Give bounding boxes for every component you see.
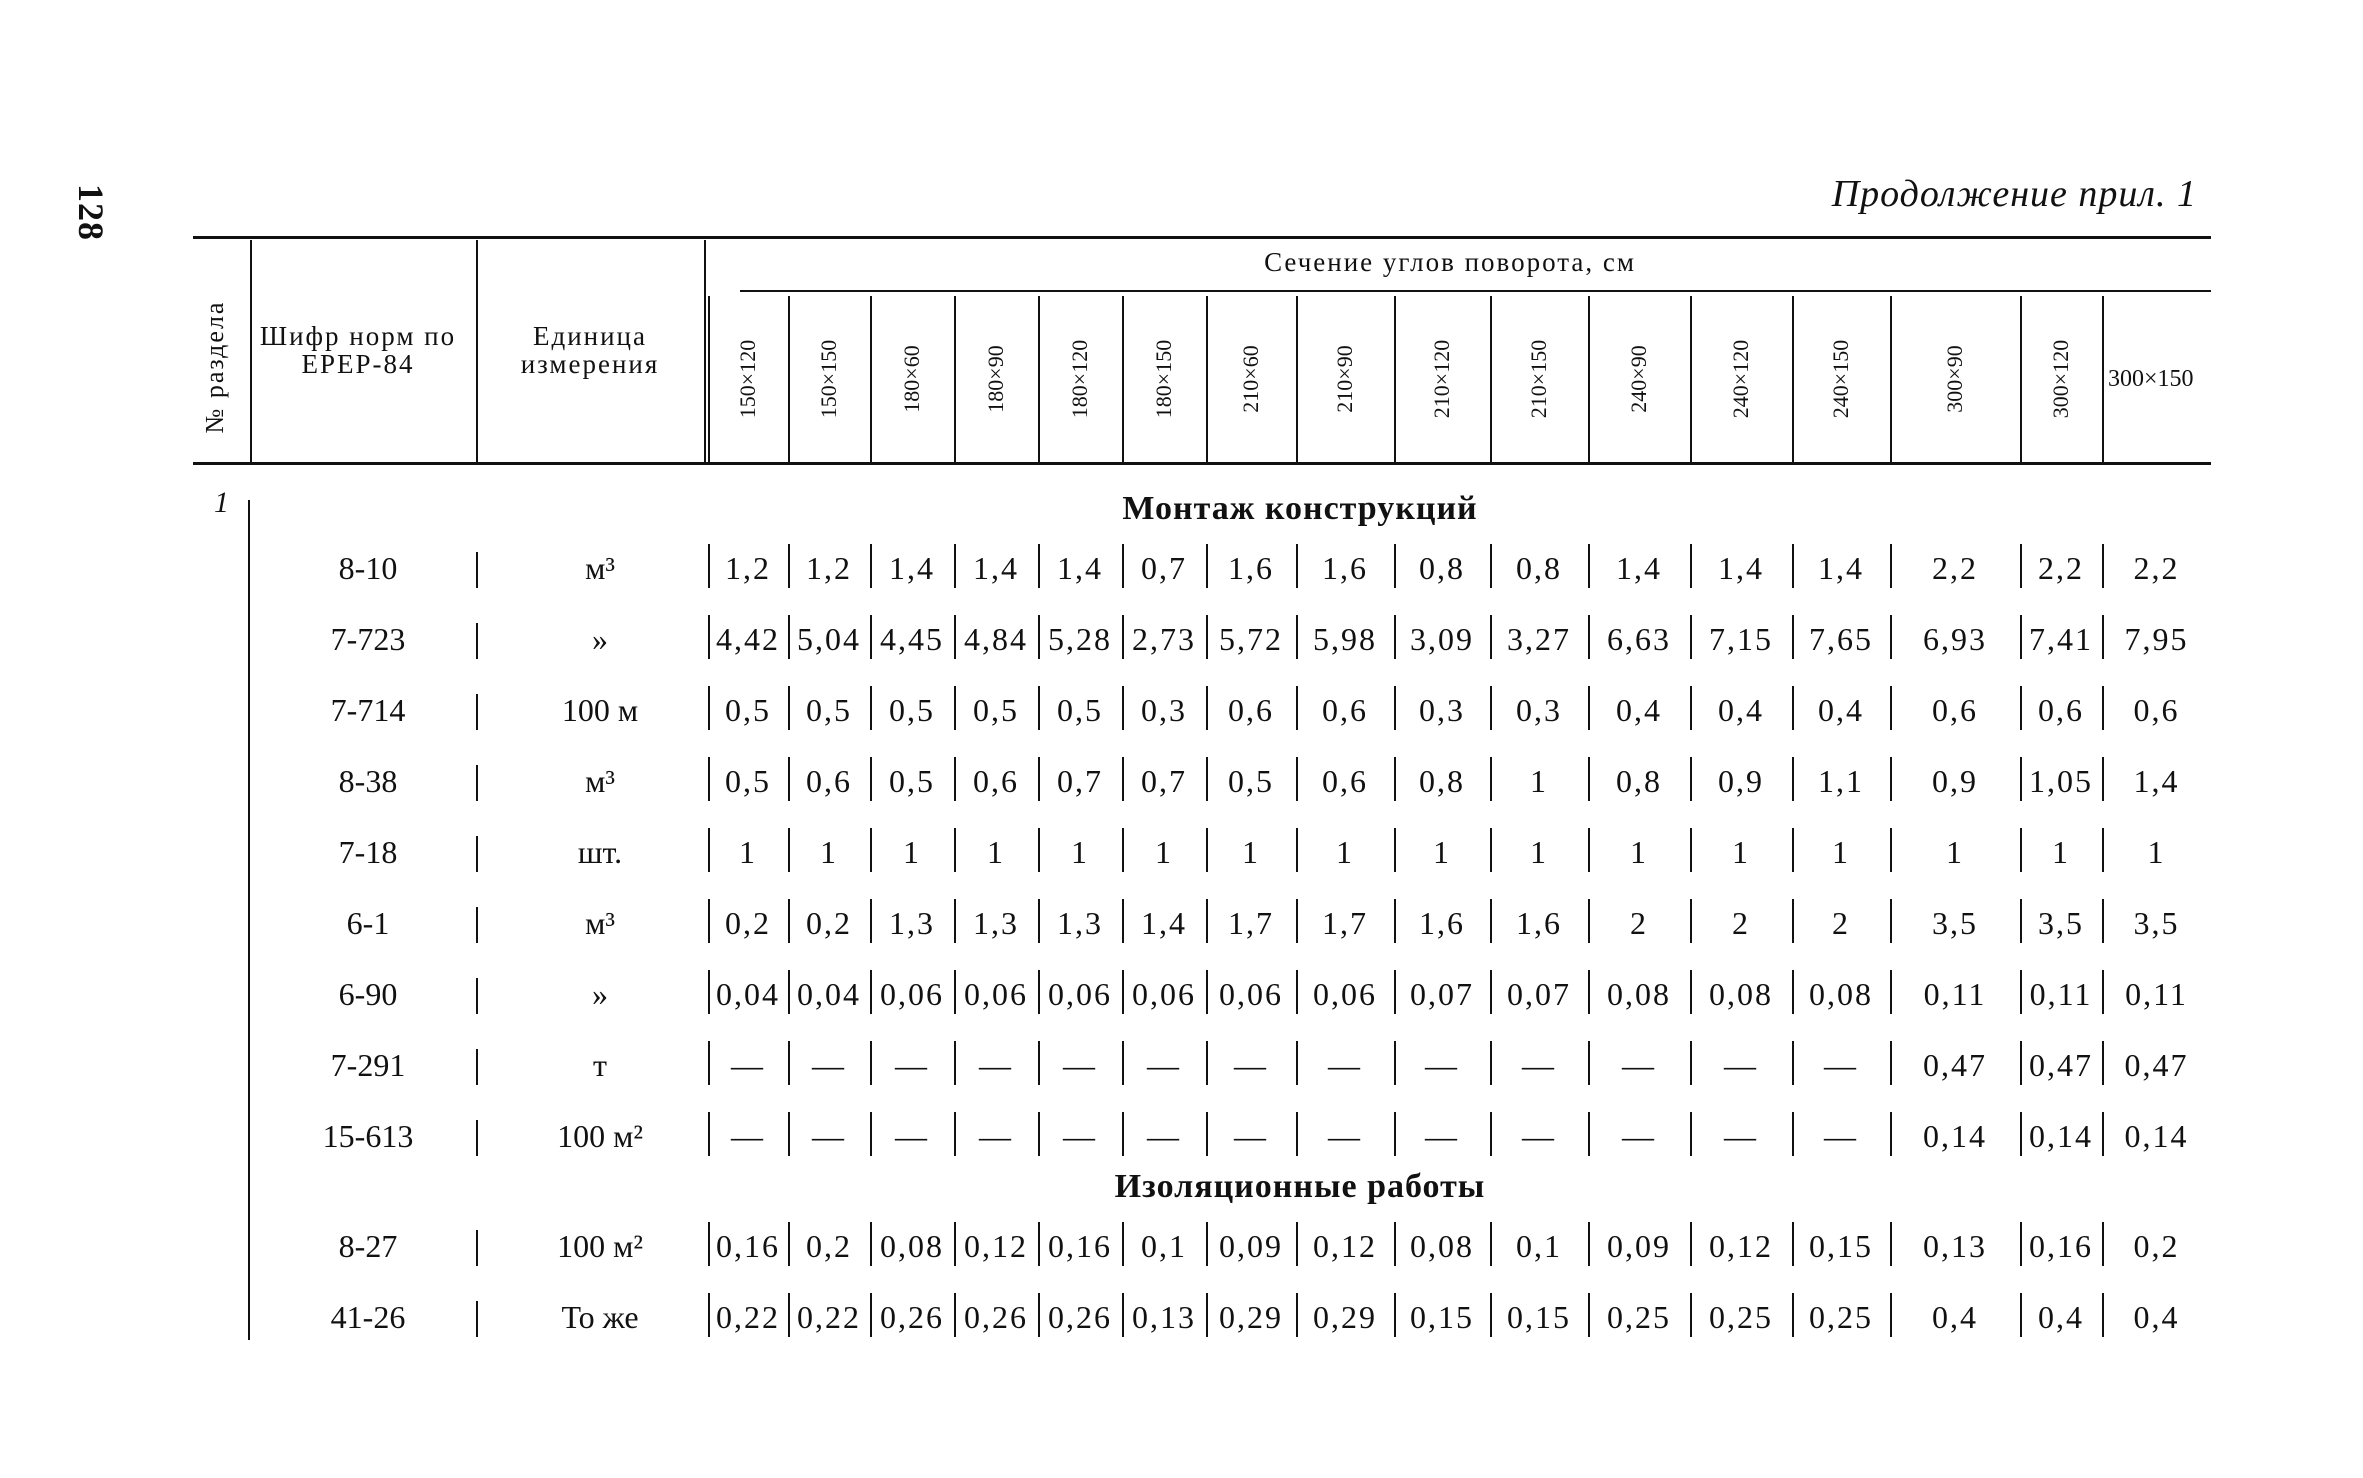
table-cell: 1 <box>1071 834 1089 870</box>
table-cell: 0,06 <box>880 976 944 1012</box>
table-cell: 0,6 <box>1322 763 1368 799</box>
table-cell: 1 <box>2052 834 2070 870</box>
table-cell: 0,7 <box>1141 550 1187 586</box>
table-cell: 1,6 <box>1419 905 1465 941</box>
table-cell: 0,8 <box>1419 763 1465 799</box>
table-cell: 1 <box>820 834 838 870</box>
table-cell: 1,6 <box>1516 905 1562 941</box>
row-divider <box>476 1230 478 1266</box>
table-cell: 7,15 <box>1709 621 1773 657</box>
table-cell: 0,08 <box>880 1228 944 1264</box>
table-cell: 2 <box>1832 905 1850 941</box>
table-cell: 0,4 <box>1818 692 1864 728</box>
table-cell: 1,6 <box>1228 550 1274 586</box>
table-cell: 0,14 <box>2029 1118 2093 1154</box>
table-cell: 0,04 <box>797 976 861 1012</box>
table-cell: 1 <box>1530 834 1548 870</box>
column-header-180×120: 180×120 <box>1067 339 1092 419</box>
table-cell: 1 <box>1433 834 1451 870</box>
divider-code-col <box>476 240 478 462</box>
table-cell: 0,3 <box>1419 692 1465 728</box>
section-heading: Изоляционные работы <box>1114 1168 1486 1205</box>
table-cell: 0,26 <box>1048 1299 1112 1335</box>
row-divider <box>476 1120 478 1156</box>
table-cell: 0,8 <box>1616 763 1662 799</box>
table-cell: — <box>731 1047 765 1083</box>
section-heading: Монтаж конструкций <box>1122 490 1478 527</box>
table-cell: 0,47 <box>1923 1047 1987 1083</box>
table-cell: 1,2 <box>725 550 771 586</box>
table-cell: 1,7 <box>1228 905 1274 941</box>
table-cell: 0,5 <box>725 692 771 728</box>
table-cell: 0,11 <box>1923 976 1987 1012</box>
table-cell: 0,6 <box>1322 692 1368 728</box>
table-cell: 1 <box>1630 834 1648 870</box>
table-cell: 1,05 <box>2029 763 2093 799</box>
table-cell: 0,6 <box>1932 692 1978 728</box>
table-cell: 0,2 <box>806 1228 852 1264</box>
table-cell: — <box>1147 1047 1181 1083</box>
table-cell: 0,12 <box>1313 1228 1377 1264</box>
column-header-210×60: 210×60 <box>1238 345 1263 413</box>
row-divider <box>476 765 478 801</box>
row-code: 8-38 <box>338 763 398 799</box>
row-code: 7-714 <box>330 692 406 728</box>
table-cell: 0,09 <box>1607 1228 1671 1264</box>
table-cell: 2 <box>1630 905 1648 941</box>
table-cell: — <box>812 1047 846 1083</box>
table-cell: — <box>1063 1118 1097 1154</box>
table-cell: 1,3 <box>973 905 1019 941</box>
table-cell: 0,16 <box>1048 1228 1112 1264</box>
row-code: 15-613 <box>322 1118 414 1154</box>
table-cell: 0,25 <box>1709 1299 1773 1335</box>
table-cell: — <box>1425 1118 1459 1154</box>
table-cell: 1,4 <box>1818 550 1864 586</box>
table-cell: 0,4 <box>2133 1299 2180 1335</box>
table-cell: — <box>812 1118 846 1154</box>
table-cell: 4,45 <box>880 621 944 657</box>
table-cell: 3,5 <box>2038 905 2084 941</box>
table-cell: 0,08 <box>1410 1228 1474 1264</box>
table-cell: 1 <box>987 834 1005 870</box>
table-cell: 0,11 <box>2125 976 2188 1012</box>
table-cell: — <box>979 1118 1013 1154</box>
row-divider <box>476 1049 478 1085</box>
table-cell: 0,6 <box>2133 692 2180 728</box>
table-cell: 3,5 <box>2133 905 2180 941</box>
table-cell: 0,3 <box>1516 692 1562 728</box>
table-cell: 0,06 <box>1132 976 1196 1012</box>
column-header-300×120: 300×120 <box>2048 339 2073 419</box>
table-cell: 0,04 <box>716 976 780 1012</box>
table-cell: 6,63 <box>1607 621 1671 657</box>
section-left-rule <box>248 500 250 1340</box>
column-header-divider <box>1394 296 1396 462</box>
table-cell: 6,93 <box>1923 621 1987 657</box>
table-cell: 1,1 <box>1818 763 1864 799</box>
table-cell: 0,11 <box>2029 976 2093 1012</box>
table-cell: 0,6 <box>973 763 1019 799</box>
row-divider <box>476 836 478 872</box>
row-code: 7-723 <box>330 621 406 657</box>
table-cell: 0,4 <box>1718 692 1764 728</box>
table-cell: 0,06 <box>1219 976 1283 1012</box>
table-cell: — <box>1328 1047 1362 1083</box>
column-header-divider <box>788 296 790 462</box>
column-header-180×150: 180×150 <box>1151 339 1176 419</box>
table-cell: 1 <box>1946 834 1964 870</box>
table-cell: 1,6 <box>1322 550 1368 586</box>
column-header-180×60: 180×60 <box>899 345 924 413</box>
table-cell: 2,73 <box>1132 621 1196 657</box>
column-header-divider <box>2020 296 2022 462</box>
header-bottom-rule <box>193 462 2211 465</box>
table-cell: 3,09 <box>1410 621 1474 657</box>
table-cell: 0,15 <box>1809 1228 1873 1264</box>
table-cell: 0,07 <box>1410 976 1474 1012</box>
table-cell: 1,4 <box>1057 550 1103 586</box>
table-cell: — <box>1147 1118 1181 1154</box>
table-cell: — <box>895 1118 929 1154</box>
column-header-300×90: 300×90 <box>1942 345 1967 413</box>
table-cell: 0,08 <box>1607 976 1671 1012</box>
table-cell: 0,12 <box>1709 1228 1773 1264</box>
table-cell: 1 <box>1336 834 1354 870</box>
row-unit: 100 м <box>561 692 639 728</box>
header-group: Сечение углов поворота, см <box>1264 247 1636 277</box>
page-number: 128 <box>71 184 111 241</box>
table-cell: 0,07 <box>1507 976 1571 1012</box>
column-header-divider <box>1490 296 1492 462</box>
table-cell: 1,2 <box>806 550 852 586</box>
table-top-rule <box>193 236 2211 239</box>
table-cell: 0,06 <box>964 976 1028 1012</box>
table-cell: 1 <box>1155 834 1173 870</box>
column-header-240×150: 240×150 <box>1828 339 1853 419</box>
table-cell: — <box>1622 1047 1656 1083</box>
table-cell: 1,4 <box>1141 905 1187 941</box>
table-cell: 4,84 <box>964 621 1028 657</box>
table-cell: 0,16 <box>716 1228 780 1264</box>
table-cell: 0,22 <box>797 1299 861 1335</box>
divider-section-col <box>250 240 252 462</box>
column-header-divider <box>1296 296 1298 462</box>
table-cell: 0,13 <box>1132 1299 1196 1335</box>
column-header-240×90: 240×90 <box>1626 345 1651 413</box>
table-cell: 0,22 <box>716 1299 780 1335</box>
column-header-150×150: 150×150 <box>816 339 841 419</box>
table-cell: 0,47 <box>2124 1047 2189 1083</box>
table-cell: 7,65 <box>1809 621 1873 657</box>
table-cell: 2,2 <box>1932 550 1978 586</box>
row-divider <box>476 907 478 943</box>
table-cell: 1,4 <box>889 550 935 586</box>
table-cell: 0,8 <box>1419 550 1465 586</box>
row-code: 41-26 <box>330 1299 406 1335</box>
table-cell: 4,42 <box>716 621 780 657</box>
header-section-no: № раздела <box>200 300 229 434</box>
header-code: Шифр норм по ЕРЕР-84 <box>259 321 457 379</box>
table-cell: 0,7 <box>1141 763 1187 799</box>
table-cell: 0,5 <box>725 763 771 799</box>
table-cell: 0,1 <box>1141 1228 1187 1264</box>
row-unit: То же <box>561 1299 639 1335</box>
row-unit: » <box>592 621 608 657</box>
table-cell: 0,06 <box>1313 976 1377 1012</box>
table-cell: 0,14 <box>2124 1118 2189 1154</box>
row-code: 6-90 <box>338 976 398 1012</box>
table-cell: 0,29 <box>1313 1299 1377 1335</box>
table-cell: 1 <box>1530 763 1548 799</box>
table-cell: 1 <box>1832 834 1850 870</box>
column-header-300×150: 300×150 <box>2108 366 2194 392</box>
table-cell: 0,06 <box>1048 976 1112 1012</box>
table-cell: 1 <box>1242 834 1260 870</box>
table-cell: — <box>895 1047 929 1083</box>
column-header-divider <box>1690 296 1692 462</box>
table-cell: — <box>1824 1118 1858 1154</box>
table-cell: — <box>1724 1118 1758 1154</box>
table-cell: 1,3 <box>1057 905 1103 941</box>
column-header-210×120: 210×120 <box>1429 339 1454 419</box>
column-header-divider <box>1122 296 1124 462</box>
row-unit: 100 м² <box>557 1228 643 1264</box>
row-unit: 100 м² <box>557 1118 643 1154</box>
table-cell: 0,15 <box>1507 1299 1571 1335</box>
table-cell: 1,3 <box>889 905 935 941</box>
table-cell: 0,6 <box>1228 692 1274 728</box>
table-cell: 0,2 <box>725 905 771 941</box>
table-cell: 7,95 <box>2124 621 2189 657</box>
row-unit: шт. <box>577 834 623 870</box>
table-cell: — <box>1063 1047 1097 1083</box>
table-cell: 5,28 <box>1048 621 1112 657</box>
table-cell: — <box>979 1047 1013 1083</box>
table-cell: — <box>731 1118 765 1154</box>
table-cell: 0,4 <box>2038 1299 2084 1335</box>
column-header-divider <box>1890 296 1892 462</box>
table-cell: 3,27 <box>1507 621 1571 657</box>
table-cell: 0,25 <box>1809 1299 1873 1335</box>
table-cell: 0,7 <box>1057 763 1103 799</box>
row-unit: м³ <box>585 550 615 586</box>
table-cell: 0,47 <box>2029 1047 2093 1083</box>
table-cell: 0,15 <box>1410 1299 1474 1335</box>
table-cell: 0,6 <box>806 763 852 799</box>
row-divider <box>476 552 478 588</box>
table-cell: 0,6 <box>2038 692 2084 728</box>
table-cell: 0,5 <box>1057 692 1103 728</box>
column-header-240×120: 240×120 <box>1728 339 1753 419</box>
table-cell: 0,12 <box>964 1228 1028 1264</box>
row-divider <box>476 694 478 730</box>
table-cell: 1 <box>739 834 757 870</box>
table-cell: 0,09 <box>1219 1228 1283 1264</box>
table-cell: 2,2 <box>2038 550 2084 586</box>
table-cell: 0,29 <box>1219 1299 1283 1335</box>
table-cell: 0,08 <box>1809 976 1873 1012</box>
table-cell: — <box>1824 1047 1858 1083</box>
row-code: 8-27 <box>338 1228 398 1264</box>
row-unit: т <box>593 1047 607 1083</box>
row-unit: м³ <box>585 905 615 941</box>
table-cell: 0,26 <box>964 1299 1028 1335</box>
group-header-rule <box>740 290 2211 292</box>
table-cell: 0,5 <box>889 692 935 728</box>
row-unit: » <box>592 976 608 1012</box>
row-code: 6-1 <box>346 905 390 941</box>
table-cell: 2 <box>1732 905 1750 941</box>
table-cell: 1 <box>2147 834 2166 870</box>
table-cell: 0,2 <box>806 905 852 941</box>
row-unit: м³ <box>585 763 615 799</box>
column-header-180×90: 180×90 <box>983 345 1008 413</box>
header-unit: Единица измерения <box>520 321 660 379</box>
column-header-divider <box>1588 296 1590 462</box>
table-cell: 0,5 <box>806 692 852 728</box>
table-cell: 0,26 <box>880 1299 944 1335</box>
table-cell: 0,14 <box>1923 1118 1987 1154</box>
row-divider <box>476 623 478 659</box>
table-cell: — <box>1328 1118 1362 1154</box>
table-cell: 0,2 <box>2133 1228 2180 1264</box>
table-cell: 5,72 <box>1219 621 1283 657</box>
table-cell: 0,9 <box>1718 763 1764 799</box>
table-cell: — <box>1522 1118 1556 1154</box>
divider-unit-col <box>704 240 706 462</box>
table-cell: 1,4 <box>1616 550 1662 586</box>
column-header-150×120: 150×120 <box>735 339 760 419</box>
table-cell: 1,4 <box>1718 550 1764 586</box>
table-cell: 0,13 <box>1923 1228 1987 1264</box>
table-cell: 0,9 <box>1932 763 1978 799</box>
table-cell: 0,5 <box>973 692 1019 728</box>
column-header-divider <box>870 296 872 462</box>
column-header-divider <box>2102 296 2104 462</box>
table-cell: 2,2 <box>2133 550 2180 586</box>
table-cell: 3,5 <box>1932 905 1978 941</box>
column-header-divider <box>708 296 710 462</box>
table-cell: 7,41 <box>2029 621 2093 657</box>
table-cell: — <box>1425 1047 1459 1083</box>
table-cell: — <box>1622 1118 1656 1154</box>
table-cell: 1,4 <box>2133 763 2180 799</box>
table-cell: 0,4 <box>1616 692 1662 728</box>
row-code: 7-18 <box>338 834 398 870</box>
table-cell: 0,8 <box>1516 550 1562 586</box>
table-cell: — <box>1522 1047 1556 1083</box>
table-cell: 1 <box>903 834 921 870</box>
table-cell: — <box>1234 1047 1268 1083</box>
column-header-divider <box>1792 296 1794 462</box>
table-cell: — <box>1234 1118 1268 1154</box>
table-cell: 5,04 <box>797 621 861 657</box>
row-code: 8-10 <box>338 550 398 586</box>
continuation-title: Продолжение прил. 1 <box>1831 173 2197 215</box>
row-divider <box>476 978 478 1014</box>
row-divider <box>476 1301 478 1337</box>
table-cell: 1 <box>1732 834 1750 870</box>
table-cell: 0,25 <box>1607 1299 1671 1335</box>
table-cell: 0,4 <box>1932 1299 1978 1335</box>
row-code: 7-291 <box>330 1047 406 1083</box>
column-header-divider <box>954 296 956 462</box>
table-cell: 0,16 <box>2029 1228 2093 1264</box>
section-number: 1 <box>214 486 229 519</box>
table-cell: 0,1 <box>1516 1228 1562 1264</box>
column-header-divider <box>1038 296 1040 462</box>
table-cell: 1,4 <box>973 550 1019 586</box>
column-header-divider <box>1206 296 1208 462</box>
table-cell: 0,08 <box>1709 976 1773 1012</box>
table-cell: — <box>1724 1047 1758 1083</box>
table-cell: 1,7 <box>1322 905 1368 941</box>
column-header-210×150: 210×150 <box>1526 339 1551 419</box>
table-cell: 0,5 <box>1228 763 1274 799</box>
table-cell: 0,3 <box>1141 692 1187 728</box>
table-cell: 5,98 <box>1313 621 1377 657</box>
table-cell: 0,5 <box>889 763 935 799</box>
column-header-210×90: 210×90 <box>1332 345 1357 413</box>
